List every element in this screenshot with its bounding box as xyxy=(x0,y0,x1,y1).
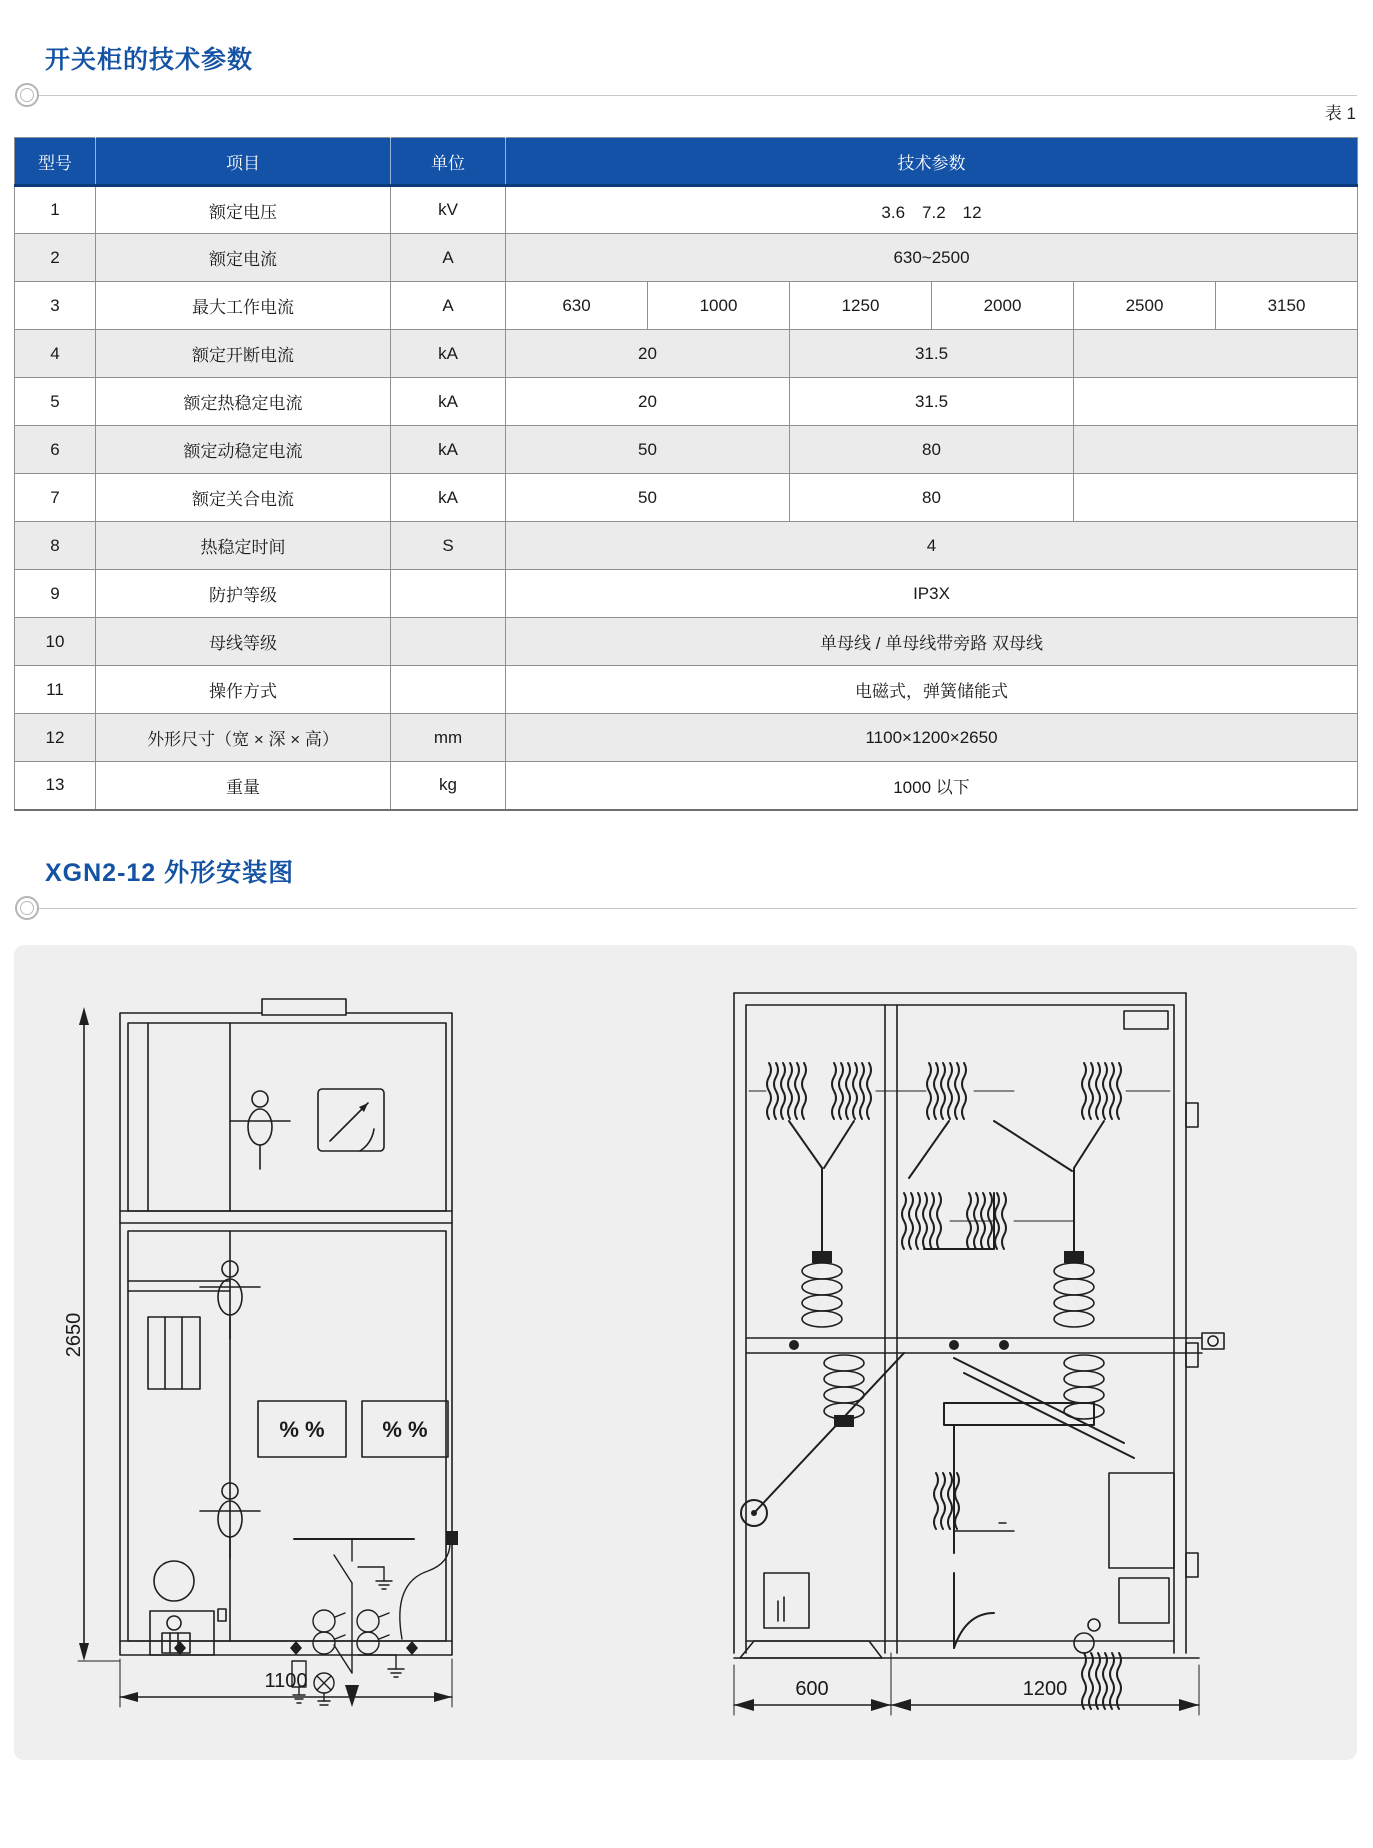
item-cell: 外形尺寸（宽 × 深 × 高） xyxy=(96,714,391,762)
section-title-specs: 开关柜的技术参数 xyxy=(45,46,254,74)
value-cell: 50 xyxy=(506,474,790,522)
unit-cell: kA xyxy=(391,378,506,426)
value-cell: 80 xyxy=(790,474,1074,522)
operating-mechanism xyxy=(954,1473,1174,1709)
support-beam xyxy=(746,1333,1224,1353)
unit-cell xyxy=(391,618,506,666)
value-cell: 3150 xyxy=(1216,282,1358,330)
value-cell: 1100×1200×2650 xyxy=(506,714,1358,762)
value-cell: 1000 以下 xyxy=(506,762,1358,810)
item-cell: 热稳定时间 xyxy=(96,522,391,570)
unit-cell: A xyxy=(391,282,506,330)
relay-symbols: % % xyxy=(382,1417,428,1442)
value-cell: 20 xyxy=(506,330,790,378)
unit-cell: mm xyxy=(391,714,506,762)
installation-drawing-panel xyxy=(14,945,1357,1760)
unit-cell: kA xyxy=(391,330,506,378)
front-view-diagram xyxy=(62,983,492,1728)
dimension-label-height: 2650 xyxy=(63,1312,85,1358)
item-cell: 额定开断电流 xyxy=(96,330,391,378)
row-number-cell: 13 xyxy=(15,762,96,810)
table-row xyxy=(15,282,1358,330)
value-cell xyxy=(1074,474,1358,522)
value-cell: 50 xyxy=(506,426,790,474)
cabinet-base xyxy=(734,1573,1199,1658)
unit-cell xyxy=(391,570,506,618)
mechanism-box xyxy=(150,1609,226,1655)
value-cell xyxy=(1074,378,1358,426)
row-number-cell: 7 xyxy=(15,474,96,522)
table-row xyxy=(15,762,1358,810)
header-item: 项目 xyxy=(96,138,391,186)
relay-box xyxy=(258,1401,346,1457)
insulator-stack xyxy=(824,1355,1104,1427)
item-cell: 额定电压 xyxy=(96,186,391,234)
insulator-stack xyxy=(802,1251,1094,1327)
value-cell: 2500 xyxy=(1074,282,1216,330)
ventilation-grille xyxy=(148,1317,200,1389)
row-number-cell: 9 xyxy=(15,570,96,618)
table-row xyxy=(15,666,1358,714)
value-cell xyxy=(1074,330,1358,378)
unit-cell: kg xyxy=(391,762,506,810)
item-cell: 额定热稳定电流 xyxy=(96,378,391,426)
table-row xyxy=(15,330,1358,378)
value-cell: IP3X xyxy=(506,570,1358,618)
row-number-cell: 11 xyxy=(15,666,96,714)
item-cell: 额定关合电流 xyxy=(96,474,391,522)
value-cell: 单母线 / 单母线带旁路 双母线 xyxy=(506,618,1358,666)
section-title-drawing: XGN2-12 外形安装图 xyxy=(45,859,295,887)
table-row xyxy=(15,234,1358,282)
heading-rule xyxy=(39,95,1357,96)
table-row xyxy=(15,714,1358,762)
spec-table xyxy=(14,137,1358,811)
row-number-cell: 10 xyxy=(15,618,96,666)
header-unit: 单位 xyxy=(391,138,506,186)
value-cell: 80 xyxy=(790,426,1074,474)
single-line-diagram xyxy=(292,1539,414,1707)
item-cell: 重量 xyxy=(96,762,391,810)
dimension-label-width: 1100 xyxy=(264,1670,308,1692)
table-row xyxy=(15,570,1358,618)
item-cell: 母线等级 xyxy=(96,618,391,666)
value-cell: 630 xyxy=(506,282,648,330)
unit-cell: kA xyxy=(391,474,506,522)
table-row xyxy=(15,426,1358,474)
mechanism-linkage xyxy=(741,1353,1134,1553)
value-cell: 电磁式，弹簧储能式 xyxy=(506,666,1358,714)
value-cell: 3.6 7.2 12 xyxy=(506,186,1358,234)
depth-dimensions xyxy=(734,1653,1199,1715)
height-dimension xyxy=(63,1007,120,1661)
dimension-label-depth-right: 1200 xyxy=(1022,1678,1068,1700)
table-header-row xyxy=(15,138,1358,186)
width-dimension xyxy=(120,1659,452,1707)
relay-box xyxy=(362,1401,448,1457)
value-cell: 1250 xyxy=(790,282,932,330)
operating-knob xyxy=(230,1091,290,1169)
item-cell: 额定电流 xyxy=(96,234,391,282)
row-number-cell: 3 xyxy=(15,282,96,330)
row-number-cell: 2 xyxy=(15,234,96,282)
ring-decoration xyxy=(15,83,39,107)
base-feet xyxy=(174,1641,418,1655)
unit-cell: kV xyxy=(391,186,506,234)
unit-cell: A xyxy=(391,234,506,282)
value-cell: 31.5 xyxy=(790,378,1074,426)
item-cell: 最大工作电流 xyxy=(96,282,391,330)
table-caption: 表 1 xyxy=(1324,104,1356,123)
bus-connectors xyxy=(789,1121,1104,1253)
item-cell: 操作方式 xyxy=(96,666,391,714)
value-cell: 20 xyxy=(506,378,790,426)
panel-meter xyxy=(318,1089,384,1151)
value-cell: 31.5 xyxy=(790,330,1074,378)
row-number-cell: 5 xyxy=(15,378,96,426)
relay-symbols: % % xyxy=(279,1417,325,1442)
table-row xyxy=(15,618,1358,666)
unit-cell xyxy=(391,666,506,714)
row-number-cell: 4 xyxy=(15,330,96,378)
value-cell: 2000 xyxy=(932,282,1074,330)
row-number-cell: 12 xyxy=(15,714,96,762)
value-cell xyxy=(1074,426,1358,474)
row-number-cell: 8 xyxy=(15,522,96,570)
heading-rule xyxy=(39,908,1357,909)
dimension-label-depth-left: 600 xyxy=(795,1678,829,1700)
table-row xyxy=(15,474,1358,522)
unit-cell: S xyxy=(391,522,506,570)
indicator-lamp xyxy=(154,1561,194,1601)
row-number-cell: 1 xyxy=(15,186,96,234)
table-body xyxy=(15,186,1358,810)
header-params: 技术参数 xyxy=(506,138,1358,186)
side-view-diagram xyxy=(654,953,1254,1753)
value-cell: 1000 xyxy=(648,282,790,330)
header-model: 型号 xyxy=(15,138,96,186)
ring-decoration xyxy=(15,896,39,920)
table-row xyxy=(15,522,1358,570)
item-cell: 防护等级 xyxy=(96,570,391,618)
row-number-cell: 6 xyxy=(15,426,96,474)
table-row xyxy=(15,186,1358,234)
unit-cell: kA xyxy=(391,426,506,474)
busbar-coils xyxy=(749,1063,1170,1249)
value-cell: 4 xyxy=(506,522,1358,570)
value-cell: 630~2500 xyxy=(506,234,1358,282)
table-row xyxy=(15,378,1358,426)
item-cell: 额定动稳定电流 xyxy=(96,426,391,474)
